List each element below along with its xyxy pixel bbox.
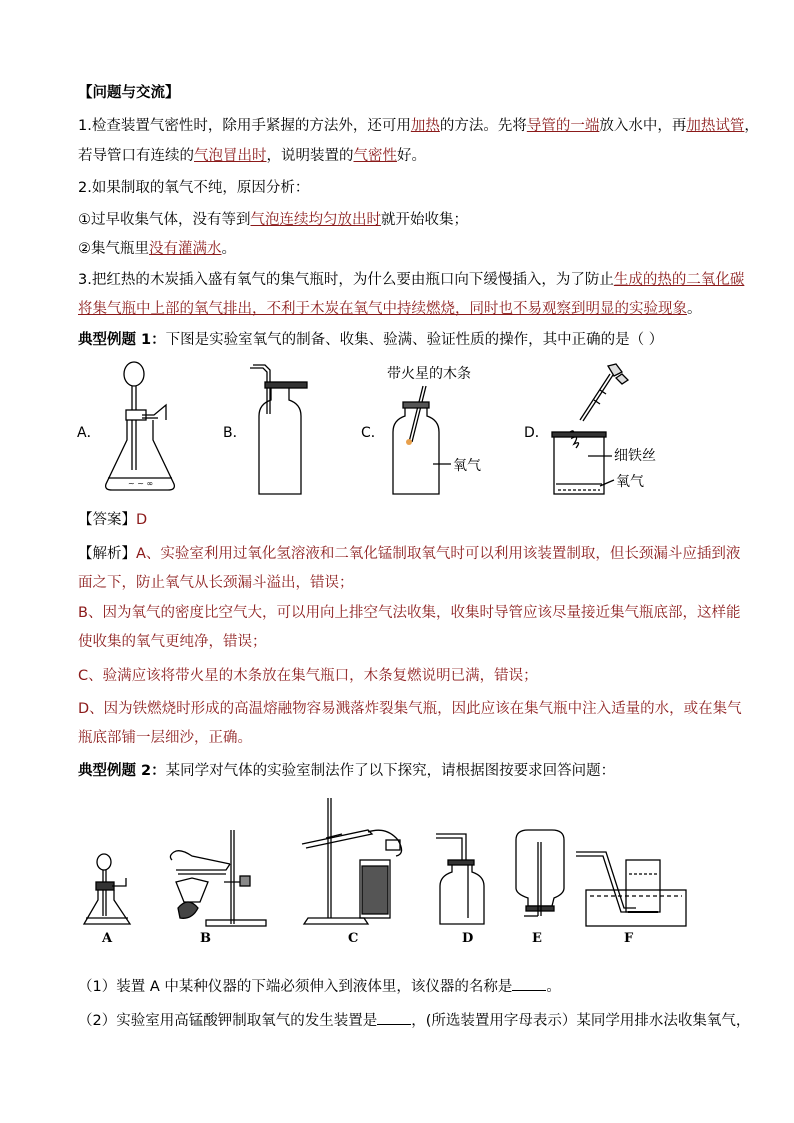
analysis-b-2: 使收集的氧气更纯净，错误；	[78, 634, 267, 650]
p1-answer-heat-tube: 加热试管	[686, 118, 745, 134]
option-b-label: B．	[223, 425, 247, 441]
p3-answer-hot-co2: 生成的热的二氧化碳	[613, 272, 745, 288]
example-2-label: 典型例题 2：	[78, 763, 166, 779]
p2-answer-not-full: 没有灌满水	[149, 241, 222, 257]
p1-text-l: 好。	[397, 148, 426, 164]
p2-r1-text: ①过早收集气体，没有等到	[78, 212, 251, 228]
p1-answer-airtight: 气密性	[353, 148, 397, 164]
fig-c-oxygen-label: 氧气	[453, 458, 481, 474]
example-1-answer	[78, 511, 147, 529]
para-2-title: 2.如果制取的氧气不纯，原因分析：	[78, 180, 310, 196]
example-2-question	[78, 762, 615, 780]
p3-end: 。	[687, 301, 702, 317]
analysis-d-2: 瓶底部铺一层细沙，正确。	[78, 730, 252, 746]
para-1-line-1	[78, 117, 759, 135]
analysis-d-1: D、因为铁燃烧时形成的高温熔融物容易溅落炸裂集气瓶，因此应该在集气瓶中注入适量的水，或在集气	[78, 701, 742, 717]
figure-d-iron-wire	[550, 360, 700, 504]
question-1-text: （1）装置 A 中某种仪器的下端必须伸入到液体里，该仪器的名称是	[78, 979, 513, 995]
p2-answer-bubbles-even: 气泡连续均匀放出时	[250, 212, 381, 228]
figure-b-bottle	[245, 360, 315, 504]
question-1-blank[interactable]	[512, 978, 546, 991]
figure-a-flask	[98, 360, 198, 504]
p1-answer-bubbles: 气泡冒出时	[194, 148, 267, 164]
p2-r1-end: 就开始收集；	[381, 212, 468, 228]
fig-d-wire-label: 细铁丝	[614, 448, 656, 464]
fig-label-b: B	[200, 931, 211, 946]
p1-text-a: 1.检查装置气密性时，除用手紧握的方法外，还可用	[78, 118, 411, 134]
analysis-a-text: A、实验室利用过氧化氢溶液和二氧化锰制取氧气时可以利用该装置制取，但长颈漏斗应插到液	[136, 546, 741, 562]
fig-d-oxygen-label: 氧气	[616, 474, 644, 490]
question-2-end: ，(所选装置用字母表示）某同学用排水法收集氧气，	[411, 1013, 751, 1029]
question-2	[78, 1012, 750, 1030]
p1-answer-tube-end: 导管的一端	[526, 118, 600, 134]
example-1-label: 典型例题 1：	[78, 332, 166, 348]
section-title: 【问题与交流】	[78, 85, 180, 101]
p1-text-j: ，说明装置的	[266, 148, 354, 164]
fig-label-f: F	[624, 931, 634, 946]
para-2-reason-2	[78, 240, 236, 258]
figure-c-splint	[383, 360, 493, 504]
question-2-blank[interactable]	[377, 1012, 411, 1025]
fig-label-a: A	[102, 931, 113, 946]
analysis-b-1: B、因为氧气的密度比空气大，可以用向上排空气法收集，收集时导管应该尽量接近集气瓶底部，这样能	[78, 605, 741, 621]
example-1-question	[78, 331, 663, 349]
fig-label-d: D	[462, 931, 474, 946]
example-2-text: 某同学对气体的实验室制法作了以下探究，请根据图按要求回答问题：	[165, 763, 616, 779]
answer-tag: 【答案】	[78, 512, 136, 528]
p1-answer-heat: 加热	[410, 118, 440, 134]
fig-label-c: C	[348, 931, 359, 946]
p1-text-e: 放入水中，再	[599, 118, 687, 134]
example-1-text: 下图是实验室氧气的制备、收集、验满、验证性质的操作，其中正确的是（ ）	[165, 332, 664, 348]
answer-value: D	[136, 512, 148, 528]
analysis-c: C、验满应该将带火星的木条放在集气瓶口，木条复燃说明已满，错误；	[78, 668, 538, 684]
para-3-line-1	[78, 271, 744, 289]
p3-answer-explanation: 将集气瓶中上部的氧气排出，不利于木炭在氧气中持续燃烧，同时也不易观察到明显的实验现象	[78, 301, 687, 317]
p1-text-h: 若导管口有连续的	[78, 148, 194, 164]
option-d-label: D．	[524, 425, 549, 441]
para-3-line-2	[78, 300, 702, 318]
question-1-end: 。	[546, 979, 561, 995]
para-2-reason-1	[78, 211, 468, 229]
analysis-a-2: 面之下，防止氧气从长颈漏斗溢出，错误；	[78, 575, 354, 591]
analysis-tag: 【解析】	[78, 546, 136, 562]
p1-text-c: 的方法。先将	[439, 118, 527, 134]
p2-r2-end: 。	[221, 241, 236, 257]
option-c-label: C．	[361, 425, 385, 441]
question-1	[78, 978, 561, 996]
option-a-label: A．	[77, 425, 101, 441]
question-2-text: （2）实验室用高锰酸钾制取氧气的发生装置是	[78, 1013, 378, 1029]
svg-text:~ ~ ∞: ~ ~ ∞	[128, 479, 154, 488]
fig-c-splint-label: 带火星的木条	[387, 366, 471, 382]
fig-label-e: E	[532, 931, 542, 946]
apparatus-figure	[76, 790, 696, 954]
analysis-a-1	[78, 545, 740, 563]
p2-r2-text: ②集气瓶里	[78, 241, 149, 257]
p1-text-g: ，	[744, 118, 759, 134]
para-1-line-2	[78, 147, 426, 165]
p3-text-a: 3.把红热的木炭插入盛有氧气的集气瓶时，为什么要由瓶口向下缓慢插入，为了防止	[78, 272, 614, 288]
